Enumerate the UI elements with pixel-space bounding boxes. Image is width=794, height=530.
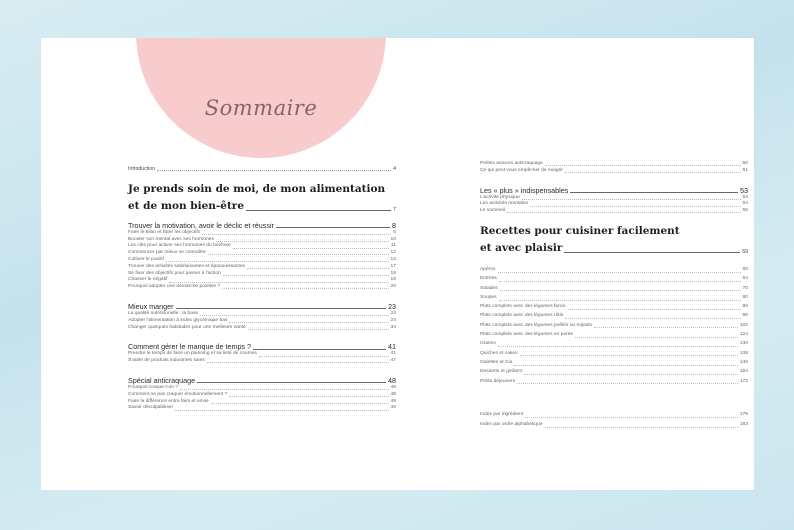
item-page: 48 xyxy=(390,384,396,390)
item-page: 55 xyxy=(742,208,748,214)
toc-right-column xyxy=(480,161,748,430)
item-label: Plats complets avec des légumes poêlés ou mijotés xyxy=(480,322,592,328)
item-label: Petits déjeuners xyxy=(480,378,516,384)
item-page: 17 xyxy=(390,263,396,269)
item-page: 146 xyxy=(739,359,748,365)
item-label: Pourquoi craque-t-on ? xyxy=(128,384,179,390)
toc-item[interactable] xyxy=(128,318,396,325)
item-label: Gratins xyxy=(480,341,496,347)
toc-recipe[interactable] xyxy=(480,339,748,348)
section-page: 41 xyxy=(388,342,396,352)
toc-recipe[interactable] xyxy=(480,349,748,358)
item-label: L'activité physique xyxy=(480,194,520,200)
toc-section[interactable] xyxy=(480,186,748,195)
item-label: Salades xyxy=(480,285,498,291)
item-page: 51 xyxy=(742,167,748,173)
toc-item[interactable] xyxy=(128,405,396,412)
item-page: 10 xyxy=(390,236,396,242)
item-page: 102 xyxy=(739,322,748,328)
toc-index[interactable] xyxy=(480,410,748,420)
section-page: 48 xyxy=(388,375,396,385)
item-label: Les activités mentales xyxy=(480,201,529,207)
item-label: Entrées xyxy=(480,276,497,282)
item-label: Changer quelques habitudes pour une meilleure santé xyxy=(128,324,246,330)
toc-item[interactable] xyxy=(480,161,748,168)
item-label: Soupes xyxy=(480,294,497,300)
item-page: 96 xyxy=(742,313,748,319)
page-title: Sommaire xyxy=(204,96,318,120)
toc-recipe[interactable] xyxy=(480,302,748,311)
item-page: 49 xyxy=(390,405,396,411)
item-page: 12 xyxy=(390,250,396,256)
item-label: Apéros xyxy=(480,266,496,272)
item-label: Petites astuces anticraquage xyxy=(480,161,543,166)
toc-recipe[interactable] xyxy=(480,377,748,386)
toc-section[interactable] xyxy=(128,342,396,351)
item-label: Commencer par mieux se connaître xyxy=(128,250,206,256)
item-label: Index par ingrédient xyxy=(480,411,524,417)
item-page: 19 xyxy=(390,277,396,283)
toc-item[interactable] xyxy=(480,201,748,208)
item-label: Plats complets avec des légumes farcis xyxy=(480,304,566,310)
toc-index[interactable] xyxy=(480,420,748,430)
toc-page xyxy=(41,38,754,490)
section-label: Trouver la motivation, avoir le déclic et réussir xyxy=(128,220,274,230)
part2-title-line1: Recettes pour cuisiner facilement xyxy=(480,224,680,237)
section-label: Les « plus » indispensables xyxy=(480,185,569,195)
item-page: 130 xyxy=(739,341,748,347)
toc-item[interactable] xyxy=(128,250,396,257)
item-page: 50 xyxy=(742,161,748,166)
item-page: 64 xyxy=(742,276,748,282)
part1-page: 7 xyxy=(393,206,396,213)
entry-page: 4 xyxy=(393,166,396,172)
item-label: Booster son mental avec ses hormones xyxy=(128,236,214,242)
toc-item[interactable] xyxy=(128,230,396,237)
toc-left-column xyxy=(128,166,396,412)
toc-recipe[interactable] xyxy=(480,311,748,320)
item-page: 172 xyxy=(739,378,748,384)
item-page: 124 xyxy=(739,332,748,338)
toc-recipe[interactable] xyxy=(480,293,748,302)
item-page: 18 xyxy=(390,270,396,276)
item-label: La qualité nutritionnelle : la base xyxy=(128,310,199,316)
toc-recipe[interactable] xyxy=(480,358,748,367)
item-label: Le sommeil xyxy=(480,208,506,214)
item-page: 86 xyxy=(742,304,748,310)
item-page: 41 xyxy=(390,351,396,357)
item-page: 49 xyxy=(390,398,396,404)
item-page: 80 xyxy=(742,294,748,300)
toc-recipe[interactable] xyxy=(480,265,748,274)
item-page: 13 xyxy=(390,256,396,262)
section-label: Comment gérer le manque de temps ? xyxy=(128,342,252,352)
part2-page: 59 xyxy=(742,248,748,255)
item-page: 23 xyxy=(390,310,396,316)
item-label: Plats complets avec des légumes rôtis xyxy=(480,313,564,319)
toc-item[interactable] xyxy=(480,208,748,215)
section-label: Mieux manger xyxy=(128,301,174,311)
item-label: Prendre le temps de faire un planning et sa liste de courses xyxy=(128,351,257,357)
item-label: Pourquoi adopter une démarche positive ? xyxy=(128,284,221,290)
item-page: 70 xyxy=(742,285,748,291)
toc-recipe[interactable] xyxy=(480,367,748,376)
section-label: Spécial anticraquage xyxy=(128,375,196,385)
toc-item[interactable] xyxy=(128,325,396,332)
toc-recipe[interactable] xyxy=(480,330,748,339)
section-page: 23 xyxy=(388,301,396,311)
item-page: 154 xyxy=(739,369,748,375)
item-page: 34 xyxy=(390,324,396,330)
item-page: 183 xyxy=(739,421,748,427)
item-label: Savoir déculpabiliser xyxy=(128,405,174,411)
toc-item[interactable] xyxy=(128,358,396,365)
item-label: Chasser le négatif xyxy=(128,277,168,283)
item-page: 138 xyxy=(739,350,748,356)
toc-section[interactable] xyxy=(128,302,396,311)
item-page: 11 xyxy=(390,243,396,249)
part2-title-line2[interactable] xyxy=(480,240,748,257)
item-page: 53 xyxy=(742,194,748,200)
item-label: Adopter l'alimentation à index glycémique bas xyxy=(128,317,228,323)
toc-item[interactable] xyxy=(480,168,748,175)
part1-title-line2[interactable] xyxy=(128,198,396,215)
part1-title-line1: Je prends soin de moi, de mon alimentation xyxy=(128,182,386,195)
toc-item[interactable] xyxy=(128,311,396,318)
item-page: 54 xyxy=(742,201,748,207)
toc-item[interactable] xyxy=(128,392,396,399)
item-label: Cultiver le positif xyxy=(128,256,164,262)
item-label: Ce qui peut vous empêcher de maigrir xyxy=(480,167,563,173)
item-page: 24 xyxy=(390,317,396,323)
part1-label: et de mon bien-être xyxy=(128,199,245,212)
item-label: Desserts et goûters xyxy=(480,369,523,375)
item-label: Faire le bilan et lister les objectifs xyxy=(128,229,201,235)
toc-recipe[interactable] xyxy=(480,274,748,283)
item-label: Se fixer des objectifs pour passer à l'action xyxy=(128,270,221,276)
item-label: Plats complets avec des légumes en purée xyxy=(480,332,574,338)
toc-section[interactable] xyxy=(128,376,396,385)
toc-item[interactable] xyxy=(128,271,396,278)
item-label: Les clés pour activer ses hormones du bonheur xyxy=(128,243,232,249)
item-label: Index par ordre alphabétique xyxy=(480,421,543,427)
toc-item[interactable] xyxy=(128,264,396,271)
toc-recipe[interactable] xyxy=(480,321,748,330)
item-label: Faire la différence entre faim et envie xyxy=(128,398,209,404)
toc-recipe[interactable] xyxy=(480,284,748,293)
item-page: 60 xyxy=(742,266,748,272)
entry-label: Introduction xyxy=(128,166,156,172)
item-label: Galettes et Cie xyxy=(480,359,513,365)
part2-label: et avec plaisir xyxy=(480,241,563,254)
toc-item[interactable] xyxy=(128,257,396,264)
item-page: 8 xyxy=(393,229,396,235)
toc-entry-intro[interactable] xyxy=(128,166,396,173)
item-label: Trouver des activités satisfaisantes et épanouissantes xyxy=(128,263,245,269)
section-page: 53 xyxy=(740,185,748,195)
item-page: 178 xyxy=(739,411,748,417)
item-page: 20 xyxy=(390,284,396,290)
item-label: S'aider de produits industriels sains xyxy=(128,358,205,364)
item-page: 47 xyxy=(390,358,396,364)
toc-item[interactable] xyxy=(128,385,396,392)
section-page: 8 xyxy=(392,220,396,230)
item-page: 48 xyxy=(390,391,396,397)
toc-item[interactable] xyxy=(128,284,396,291)
toc-section[interactable] xyxy=(128,221,396,230)
item-label: Quiches et cakes xyxy=(480,350,518,356)
item-label: Comment ne pas craquer émotionnellement ? xyxy=(128,391,228,397)
